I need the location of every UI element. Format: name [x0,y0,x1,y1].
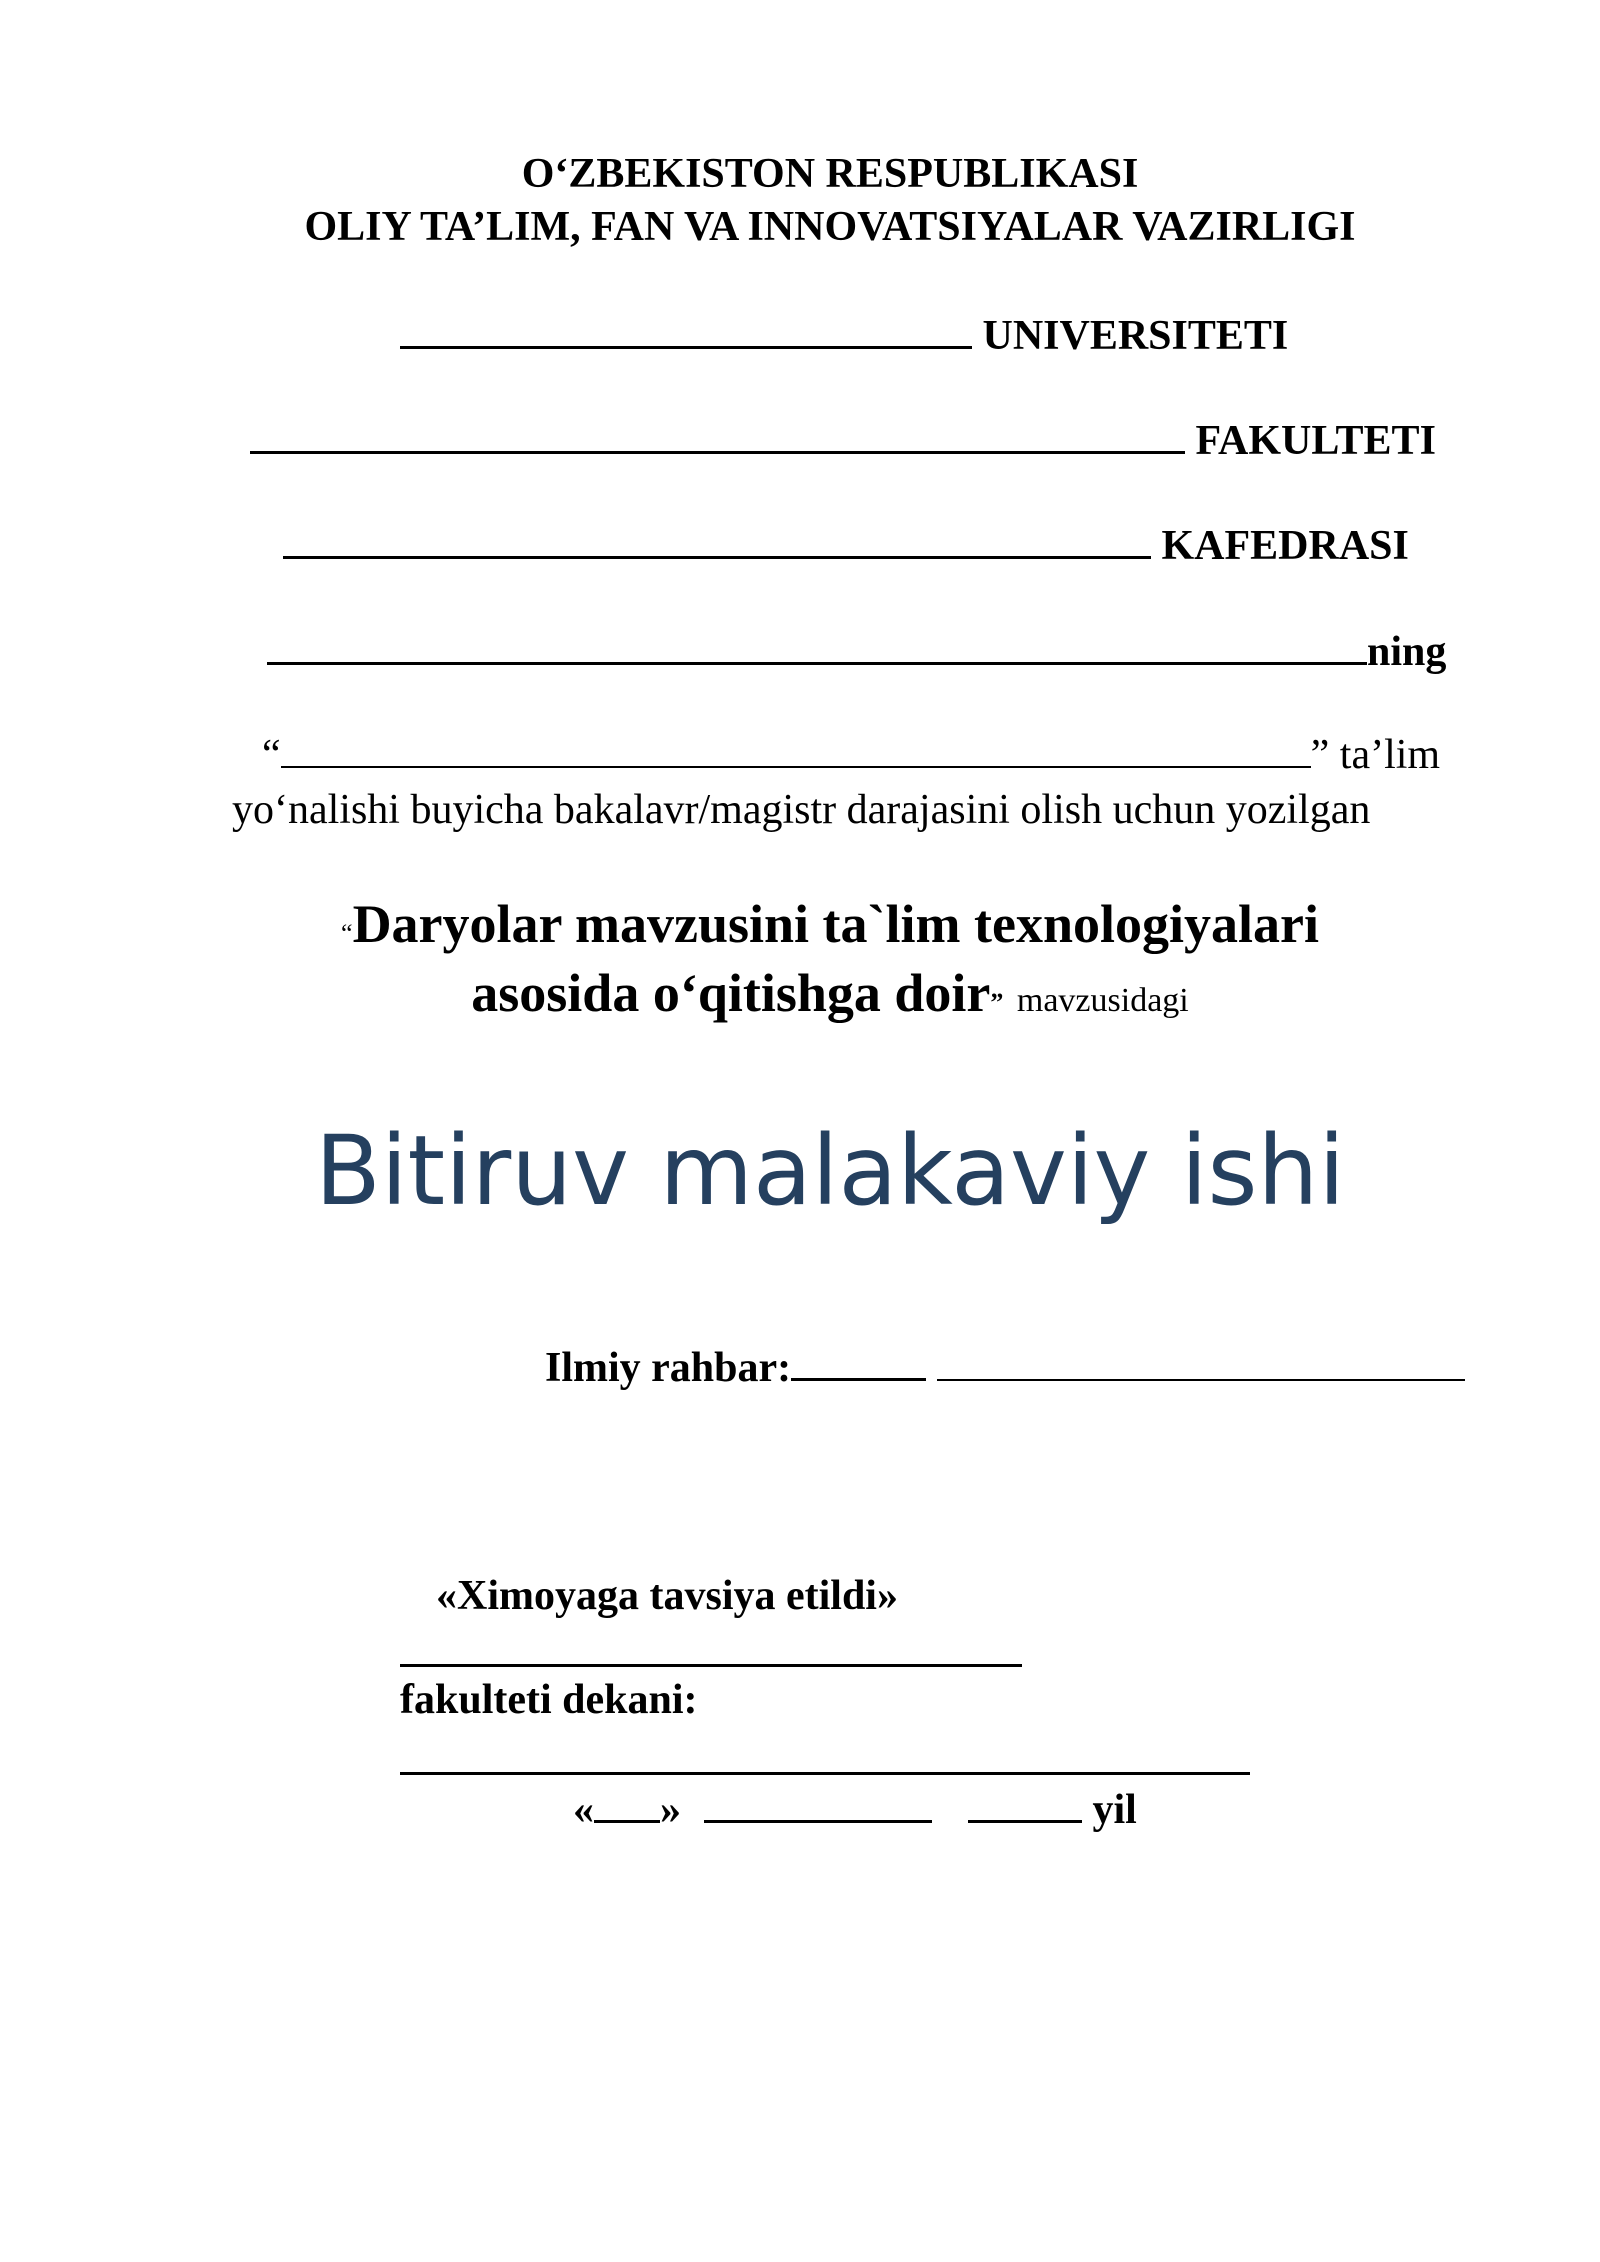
year-blank [968,1784,1082,1823]
department-name-blank [283,518,1151,559]
faculty-field [250,413,1436,465]
dean-label: fakulteti dekani: [400,1677,698,1723]
supervisor-title-blank [791,1342,926,1381]
topic-close-quote: ” [990,988,1004,1017]
date-field [573,1784,1137,1834]
supervisor-name-blank [937,1343,1465,1381]
university-name-blank [400,308,972,349]
department-field [283,518,1409,570]
direction-name-blank [281,730,1311,768]
topic-open-quote: “ [341,919,353,948]
student-suffix: ning [1367,629,1447,675]
recommendation-label: «Ximoyaga tavsiya etildi» [436,1573,898,1619]
date-open-guillemet: « [573,1787,594,1833]
month-blank [704,1784,932,1823]
document-title: Bitiruv malakaviy ishi [314,1115,1346,1227]
university-field [400,308,1288,360]
direction-open-quote: “ [262,732,281,778]
topic-line2 [0,962,1600,1024]
university-label: UNIVERSITETI [982,313,1289,359]
topic-suffix: mavzusidagi [1016,982,1189,1019]
direction-close-quote: ” ta’lim [1310,732,1441,778]
faculty-name-blank [250,413,1185,454]
faculty-label: FAKULTETI [1195,418,1436,464]
topic-title-line1: Daryolar mavzusini ta`lim texnologiyalari [352,894,1319,954]
direction-field [262,730,1440,779]
faculty-blank-line [400,1664,1022,1667]
ministry-header-line2: OLIY TA’LIM, FAN VA INNOVATSIYALAR VAZIRLIGI [304,204,1356,250]
supervisor-field [545,1342,1465,1392]
ministry-header-line1: O‘ZBEKISTON RESPUBLIKASI [521,151,1139,197]
student-name-blank [267,624,1367,665]
day-blank [594,1784,660,1823]
dean-signature-line [400,1772,1250,1775]
year-suffix: yil [1092,1787,1137,1833]
topic-line1 [0,893,1600,955]
department-label: KAFEDRASI [1161,523,1409,569]
date-close-guillemet: » [660,1787,681,1833]
direction-description: yo‘nalishi buyicha bakalavr/magistr darajasini olish uchun yozilgan [232,787,1371,833]
student-field [267,624,1446,676]
supervisor-label: Ilmiy rahbar: [545,1345,792,1391]
topic-title-line2: asosida o‘qitishga doir [471,963,991,1023]
